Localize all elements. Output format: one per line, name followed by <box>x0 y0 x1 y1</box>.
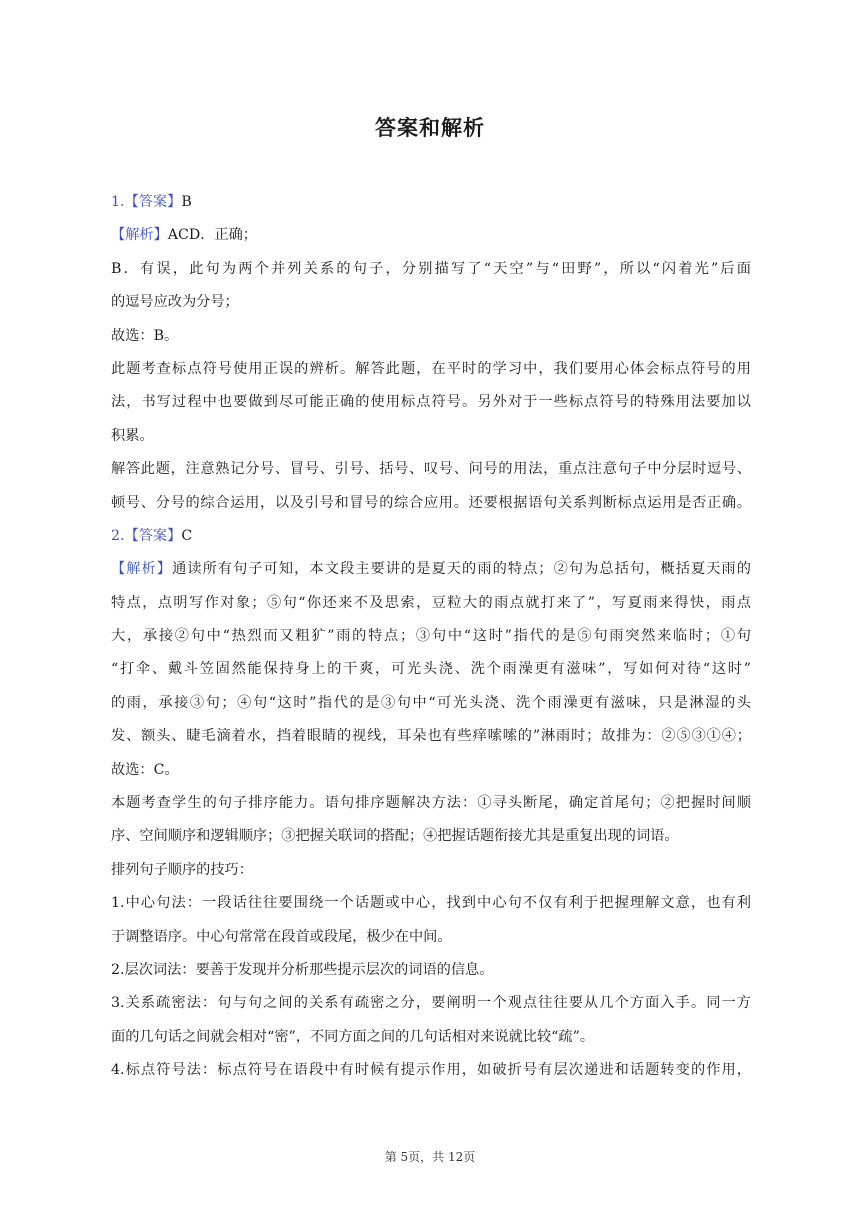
q2-answer-value: C <box>181 527 193 544</box>
q1-line: 解答此题，注意熟记分号、冒号、引号、括号、叹号、问号的用法，重点注意句子中分层时逗号、 <box>111 461 751 478</box>
q2-line: 特点，点明写作对象；⑤句“你还来不及思索，豆粒大的雨点就打来了”，写夏雨来得快，雨点 <box>111 594 751 611</box>
q2-line: “打伞、戴斗笠固然能保持身上的干爽，可光头浇、洗个雨澡更有滋味”，写如何对待“这时” <box>111 661 751 678</box>
q2-number: 2. <box>111 527 125 544</box>
q1-line: 此题考查标点符号使用正误的辨析。解答此题，在平时的学习中，我们要用心体会标点符号的用 <box>111 360 751 377</box>
q1-analysis-line <box>111 219 751 252</box>
q1-line: 顿号、分号的综合运用，以及引号和冒号的综合应用。还要根据语句关系判断标点运用是否正确。 <box>111 494 751 511</box>
page-footer: 第 5页，共 12页 <box>384 1150 476 1164</box>
q1-line: 的逗号应改为分号； <box>111 294 239 311</box>
q2-line: 本题考查学生的句子排序能力。语句排序题解决方法：①寻头断尾，确定首尾句；②把握时间顺 <box>111 795 751 812</box>
q2-line: 3.关系疏密法：句与句之间的关系有疏密之分，要阐明一个观点往往要从几个方面入手。同一方 <box>111 995 751 1012</box>
q2-line: 故选：C。 <box>111 761 179 778</box>
q2-line: 排列句子顺序的技巧： <box>111 861 253 878</box>
q1-analysis-text: ACD．正确； <box>167 227 257 244</box>
q2-answer-heading <box>111 520 751 553</box>
q2-analysis-line <box>111 553 751 586</box>
q2-line: 1.中心句法：一段话往往要围绕一个话题或中心，找到中心句不仅有利于把握理解文意，也有利 <box>111 895 751 912</box>
answer-content <box>111 186 751 1088</box>
q2-line: 发、额头、睫毛滴着水，挡着眼睛的视线，耳朵也有些痒嗦嗦的”淋雨时；故排为：②⑤③①④； <box>111 728 751 745</box>
q2-line: 序、空间顺序和逻辑顺序；③把握关联词的搭配；④把握话题衔接尤其是重复出现的词语。 <box>111 828 679 845</box>
q1-line: 法，书写过程中也要做到尽可能正确的使用标点符号。另外对于一些标点符号的特殊用法要加以 <box>111 394 751 411</box>
q2-line: 2.层次词法：要善于发现并分析那些提示层次的词语的信息。 <box>111 961 494 978</box>
q2-line: 的雨，承接③句；④句“这时”指代的是③句中“可光头浇、洗个雨澡更有滋味，只是淋湿的头 <box>111 694 751 711</box>
q1-line: 故选：B。 <box>111 327 179 344</box>
q1-answer-heading <box>111 186 751 219</box>
q1-analysis-tag: 【解析】 <box>111 227 168 244</box>
q2-analysis-tag: 【解析】 <box>111 561 173 578</box>
q2-line: 于调整语序。中心句常常在段首或段尾，极少在中间。 <box>111 928 452 945</box>
q1-number: 1. <box>111 194 125 210</box>
page-title: 答案和解析 <box>375 115 485 140</box>
q2-line: 大，承接②句中“热烈而又粗犷”雨的特点；③句中“这时”指代的是⑤句雨突然来临时；①句 <box>111 628 751 645</box>
q2-line: 4.标点符号法：标点符号在语段中有时候有提示作用，如破折号有层次递进和话题转变的作用， <box>111 1062 751 1079</box>
q2-line: 面的几句话之间就会相对“密”，不同方面之间的几句话相对来说就比较“疏”。 <box>111 1028 595 1045</box>
q1-answer-value: B <box>181 194 192 210</box>
q2-answer-tag: 【答案】 <box>124 527 182 544</box>
q2-analysis-text: 通读所有句子可知，本文段主要讲的是夏天的雨的特点；②句为总括句，概括夏天雨的 <box>172 561 751 578</box>
q1-line: 积累。 <box>111 427 154 444</box>
q1-line: B．有误，此句为两个并列关系的句子，分别描写了“天空”与“田野”，所以“闪着光”后面 <box>111 260 751 277</box>
q1-answer-tag: 【答案】 <box>124 194 182 210</box>
